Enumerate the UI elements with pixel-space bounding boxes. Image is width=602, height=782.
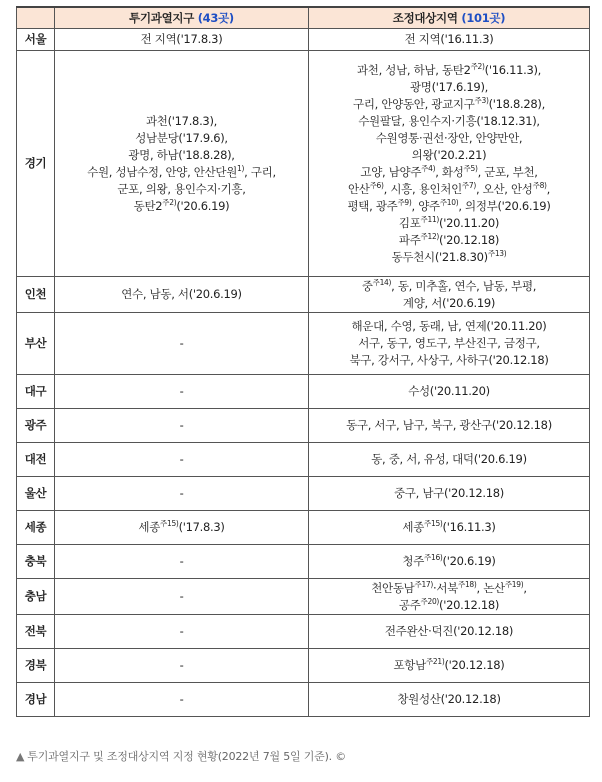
adjustment-zone-cell bbox=[309, 477, 590, 511]
cell-line bbox=[57, 286, 306, 303]
region-cell: 부산 bbox=[17, 313, 55, 375]
caption-triangle-icon: ▲ bbox=[16, 750, 25, 763]
region-cell: 경북 bbox=[17, 649, 55, 683]
region-cell: 경남 bbox=[17, 683, 55, 717]
adjustment-zone-cell bbox=[309, 443, 590, 477]
cell-text: ('20.6.19) bbox=[442, 554, 496, 568]
speculative-zone-cell bbox=[55, 649, 309, 683]
adjustment-zone-cell bbox=[309, 511, 590, 545]
cell-text: ('17.8.3) bbox=[178, 520, 225, 534]
cell-text: 성남분당('17.9.6), bbox=[135, 130, 228, 145]
footnote-marker: 주18) bbox=[458, 579, 477, 589]
adjustment-zone-cell bbox=[309, 277, 590, 313]
speculative-zone-cell bbox=[55, 277, 309, 313]
cell-text: 동탄2 bbox=[133, 198, 163, 213]
header-speculative-zone bbox=[55, 7, 309, 29]
adjustment-zone-cell bbox=[309, 51, 590, 277]
table-row bbox=[17, 683, 590, 717]
cell-text: 수원영통·권선·장안, 안양만안, bbox=[375, 130, 523, 145]
cell-line bbox=[57, 147, 306, 164]
region-cell: 세종 bbox=[17, 511, 55, 545]
cell-line bbox=[311, 130, 587, 147]
caption-text: 투기과열지구 및 조정대상지역 지정 현황(2022년 7월 5일 기준). © bbox=[27, 750, 347, 763]
footnote-marker: 주16) bbox=[424, 553, 443, 563]
cell-text: 청주 bbox=[402, 554, 425, 568]
cell-line bbox=[57, 451, 306, 468]
cell-text: - bbox=[179, 418, 184, 432]
table-row bbox=[17, 477, 590, 511]
cell-text: 전 지역('16.11.3) bbox=[404, 32, 494, 46]
cell-text: 북구, 강서구, 사상구, 사하구('20.12.18) bbox=[349, 353, 549, 367]
adjustment-zone-cell bbox=[309, 375, 590, 409]
footnote-marker: 주15) bbox=[160, 519, 179, 529]
cell-line bbox=[311, 249, 587, 266]
cell-line bbox=[57, 113, 306, 130]
cell-line bbox=[57, 383, 306, 400]
cell-text: 창원성산('20.12.18) bbox=[397, 692, 501, 706]
cell-text: ('20.12.18) bbox=[439, 597, 500, 612]
cell-text: 포항남 bbox=[393, 658, 426, 672]
cell-text: 중 bbox=[361, 278, 373, 293]
cell-text: 평택, 광주 bbox=[347, 198, 398, 213]
cell-line bbox=[57, 198, 306, 215]
cell-text: - bbox=[179, 384, 184, 398]
cell-line bbox=[311, 623, 587, 640]
region-cell: 대전 bbox=[17, 443, 55, 477]
cell-line bbox=[57, 485, 306, 502]
cell-text: 고양, 남양주 bbox=[360, 164, 422, 179]
cell-line bbox=[311, 519, 587, 536]
header-adjustment-zone bbox=[309, 7, 590, 29]
cell-line bbox=[57, 657, 306, 674]
cell-text: , bbox=[523, 580, 527, 595]
cell-line bbox=[57, 417, 306, 434]
cell-line bbox=[311, 580, 587, 597]
speculative-zone-cell bbox=[55, 29, 309, 51]
cell-text: 수원팔달, 용인수지·기흥('18.12.31), bbox=[358, 113, 540, 128]
footnote-marker: 주15) bbox=[424, 519, 443, 529]
adjustment-zone-cell bbox=[309, 683, 590, 717]
cell-text: 계양, 서('20.6.19) bbox=[402, 295, 496, 310]
cell-text: ·서북 bbox=[433, 580, 458, 595]
region-cell: 충남 bbox=[17, 579, 55, 615]
cell-text: 광명('17.6.19), bbox=[409, 79, 488, 94]
footnote-marker: 주9) bbox=[397, 197, 412, 207]
cell-text: ('16.11.3) bbox=[442, 520, 496, 534]
cell-line bbox=[311, 62, 587, 79]
cell-line bbox=[311, 318, 587, 335]
cell-line bbox=[311, 597, 587, 614]
footnote-marker: 주4) bbox=[421, 163, 436, 173]
adjustment-zone-cell bbox=[309, 615, 590, 649]
cell-text: - bbox=[179, 336, 184, 350]
cell-line bbox=[311, 352, 587, 369]
cell-text: - bbox=[179, 658, 184, 672]
cell-text: 세종 bbox=[138, 520, 161, 534]
cell-text: 수원, 성남수정, 안양, 안산단원 bbox=[87, 164, 238, 179]
region-cell: 광주 bbox=[17, 409, 55, 443]
speculative-zone-cell bbox=[55, 313, 309, 375]
speculative-zone-cell bbox=[55, 375, 309, 409]
cell-line bbox=[311, 657, 587, 674]
cell-text: - bbox=[179, 589, 184, 603]
footnote-marker: 주10) bbox=[439, 197, 459, 207]
cell-text: 중구, 남구('20.12.18) bbox=[394, 486, 504, 500]
cell-text: 연수, 남동, 서('20.6.19) bbox=[121, 287, 242, 301]
table-row bbox=[17, 29, 590, 51]
cell-line bbox=[57, 31, 306, 48]
cell-text: - bbox=[179, 452, 184, 466]
cell-text: 서구, 동구, 영도구, 부산진구, 금정구, bbox=[358, 336, 540, 350]
table-row bbox=[17, 443, 590, 477]
cell-line bbox=[57, 691, 306, 708]
table-row bbox=[17, 277, 590, 313]
cell-line bbox=[57, 164, 306, 181]
adjustment-zone-cell bbox=[309, 313, 590, 375]
cell-text: 광명, 하남('18.8.28), bbox=[128, 147, 235, 162]
cell-text: ('20.12.18) bbox=[439, 232, 500, 247]
speculative-zone-cell bbox=[55, 409, 309, 443]
cell-text: ('16.11.3), bbox=[484, 62, 542, 77]
cell-line bbox=[311, 383, 587, 400]
cell-text: 김포 bbox=[398, 215, 421, 230]
cell-line bbox=[311, 96, 587, 113]
region-cell: 대구 bbox=[17, 375, 55, 409]
footnote-marker: 주14) bbox=[372, 277, 392, 287]
cell-text: , 동, 미추홀, 연수, 남동, 부평, bbox=[391, 278, 537, 293]
cell-text: 의왕('20.2.21) bbox=[411, 147, 487, 162]
table-header-row bbox=[17, 7, 590, 29]
speculative-zone-cell bbox=[55, 615, 309, 649]
table-row bbox=[17, 511, 590, 545]
adjustment-zone-cell bbox=[309, 649, 590, 683]
cell-line bbox=[311, 79, 587, 96]
speculative-zone-cell bbox=[55, 683, 309, 717]
cell-text: , 오산, 안성 bbox=[475, 181, 533, 196]
cell-line bbox=[311, 691, 587, 708]
footnote-marker: 주8) bbox=[532, 180, 547, 190]
cell-text: - bbox=[179, 624, 184, 638]
footnote-marker: 주19) bbox=[504, 579, 524, 589]
cell-text: - bbox=[179, 554, 184, 568]
cell-line bbox=[57, 553, 306, 570]
cell-text: 군포, 의왕, 용인수지·기흥, bbox=[117, 181, 246, 196]
footnote-marker: 주7) bbox=[461, 180, 476, 190]
cell-text: 전 지역('17.8.3) bbox=[140, 32, 223, 46]
table-row bbox=[17, 579, 590, 615]
region-cell: 충북 bbox=[17, 545, 55, 579]
cell-text: , 의정부('20.6.19) bbox=[458, 198, 551, 213]
cell-line bbox=[311, 198, 587, 215]
cell-text: , 논산 bbox=[476, 580, 505, 595]
cell-line bbox=[311, 485, 587, 502]
cell-text: , 화성 bbox=[435, 164, 464, 179]
cell-text: , 구리, bbox=[244, 164, 276, 179]
cell-line bbox=[311, 417, 587, 434]
adjustment-zone-cell bbox=[309, 29, 590, 51]
cell-text: 안산 bbox=[347, 181, 370, 196]
cell-text: ('18.8.28), bbox=[488, 96, 545, 111]
footnote-marker: 주20) bbox=[420, 596, 440, 606]
footnote-marker: 주12) bbox=[420, 231, 440, 241]
cell-line bbox=[57, 181, 306, 198]
speculative-zone-cell bbox=[55, 443, 309, 477]
cell-line bbox=[57, 588, 306, 605]
table-row bbox=[17, 409, 590, 443]
cell-line bbox=[311, 278, 587, 295]
table-row bbox=[17, 313, 590, 375]
cell-text: ('20.6.19) bbox=[176, 198, 230, 213]
cell-line bbox=[311, 335, 587, 352]
table-row bbox=[17, 545, 590, 579]
speculative-zone-cell bbox=[55, 545, 309, 579]
cell-text: 세종 bbox=[402, 520, 425, 534]
cell-line bbox=[311, 31, 587, 48]
cell-line bbox=[311, 553, 587, 570]
cell-line bbox=[311, 232, 587, 249]
cell-text: 공주 bbox=[398, 597, 421, 612]
table-row bbox=[17, 649, 590, 683]
header-region bbox=[17, 7, 55, 29]
footnote-marker: 주5) bbox=[463, 163, 478, 173]
cell-text: 파주 bbox=[398, 232, 421, 247]
cell-line bbox=[57, 519, 306, 536]
footnote-marker: 주21) bbox=[425, 657, 445, 667]
cell-line bbox=[57, 623, 306, 640]
cell-text: - bbox=[179, 692, 184, 706]
speculative-zone-cell bbox=[55, 477, 309, 511]
table-row bbox=[17, 51, 590, 277]
cell-text: 해운대, 수영, 동래, 남, 연제('20.11.20) bbox=[351, 319, 547, 333]
cell-line bbox=[311, 164, 587, 181]
adjustment-zone-cell bbox=[309, 545, 590, 579]
cell-text: ('20.12.18) bbox=[444, 658, 505, 672]
region-cell: 울산 bbox=[17, 477, 55, 511]
cell-text: 천안동남 bbox=[371, 580, 415, 595]
speculative-zone-cell bbox=[55, 579, 309, 615]
footnote-marker: 주13) bbox=[487, 248, 507, 258]
cell-text: ('20.11.20) bbox=[439, 215, 500, 230]
cell-text: 전주완산·덕진('20.12.18) bbox=[384, 624, 514, 638]
cell-line bbox=[311, 181, 587, 198]
footnote-marker: 주2) bbox=[162, 197, 177, 207]
adjustment-zone-cell bbox=[309, 579, 590, 615]
footnote-marker: 주3) bbox=[474, 95, 489, 105]
cell-text: 동구, 서구, 남구, 북구, 광산구('20.12.18) bbox=[346, 418, 552, 432]
cell-line bbox=[57, 130, 306, 147]
cell-text: 구리, 안양동안, 광교지구 bbox=[353, 96, 475, 111]
footnote-marker: 주6) bbox=[369, 180, 384, 190]
figure-caption bbox=[16, 748, 346, 764]
designated-zones-table bbox=[16, 6, 590, 717]
header-speculative-count: (43곳) bbox=[197, 10, 234, 25]
cell-text: 수성('20.11.20) bbox=[408, 384, 490, 398]
cell-text: , 시흥, 용인처인 bbox=[383, 181, 462, 196]
cell-line bbox=[311, 113, 587, 130]
adjustment-zone-cell bbox=[309, 409, 590, 443]
cell-text: 과천, 성남, 하남, 동탄2 bbox=[356, 62, 471, 77]
region-cell: 전북 bbox=[17, 615, 55, 649]
footnote-marker: 1) bbox=[237, 163, 245, 173]
cell-line bbox=[311, 147, 587, 164]
cell-text: 동, 중, 서, 유성, 대덕('20.6.19) bbox=[371, 452, 527, 466]
header-adjustment-label: 조정대상지역 bbox=[392, 10, 462, 25]
cell-text: , bbox=[546, 181, 551, 196]
cell-line bbox=[311, 451, 587, 468]
footnote-marker: 주17) bbox=[414, 579, 434, 589]
speculative-zone-cell bbox=[55, 51, 309, 277]
cell-text: - bbox=[179, 486, 184, 500]
table-row bbox=[17, 615, 590, 649]
region-cell: 인천 bbox=[17, 277, 55, 313]
table-row bbox=[17, 375, 590, 409]
footnote-marker: 주2) bbox=[470, 61, 485, 71]
speculative-zone-cell bbox=[55, 511, 309, 545]
region-cell: 경기 bbox=[17, 51, 55, 277]
header-speculative-label: 투기과열지구 bbox=[129, 10, 198, 25]
cell-text: 동두천시('21.8.30) bbox=[391, 249, 488, 264]
cell-line bbox=[311, 295, 587, 312]
header-adjustment-count: (101곳) bbox=[461, 10, 506, 25]
cell-text: , 군포, 부천, bbox=[477, 164, 538, 179]
region-cell: 서울 bbox=[17, 29, 55, 51]
cell-line bbox=[57, 335, 306, 352]
cell-text: 과천('17.8.3), bbox=[146, 113, 217, 128]
footnote-marker: 주11) bbox=[420, 214, 440, 224]
cell-line bbox=[311, 215, 587, 232]
cell-text: , 양주 bbox=[411, 198, 440, 213]
